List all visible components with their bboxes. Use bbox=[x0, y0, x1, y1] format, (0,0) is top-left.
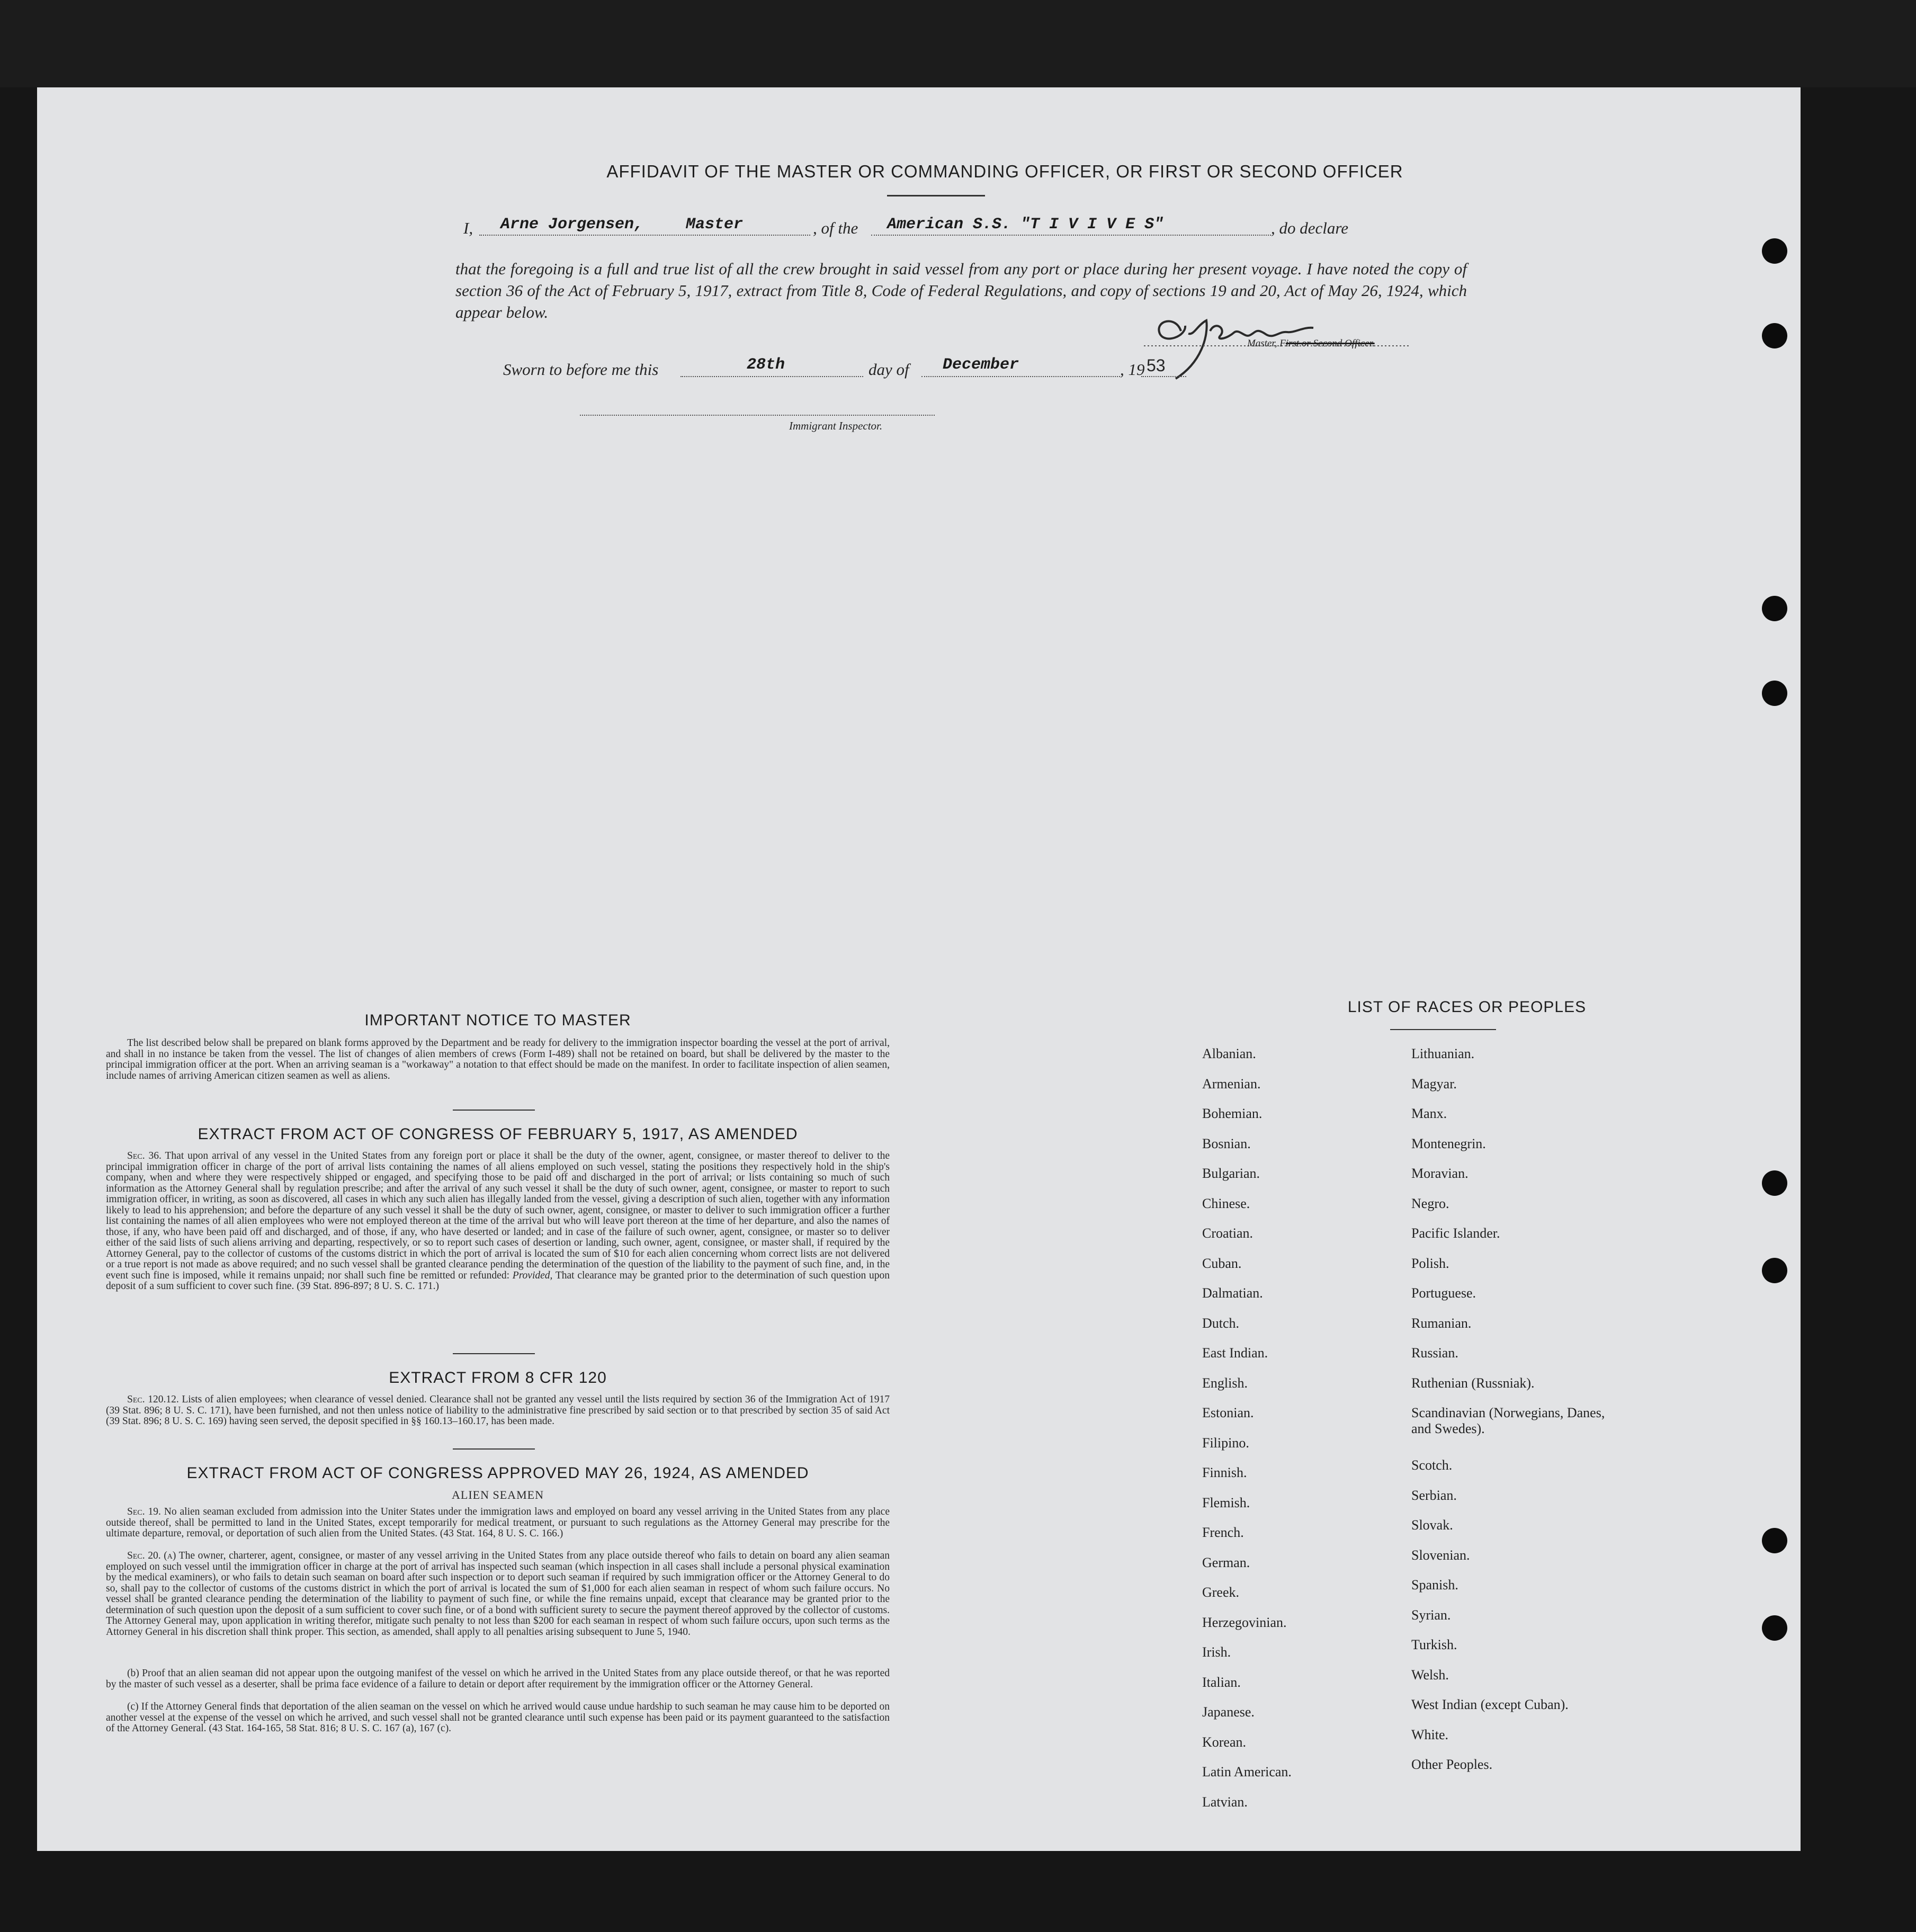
sec-36-end: That clearance may be granted prior to the determination of such question upon deposit of a sum sufficient to cover such fine. (39 Stat. 896-897; 8 U. S. C. 171.) bbox=[106, 1269, 890, 1292]
race-item: Turkish. bbox=[1411, 1637, 1457, 1652]
year-field bbox=[1141, 376, 1186, 377]
title-rule bbox=[887, 195, 985, 196]
race-item: Bohemian. bbox=[1202, 1106, 1263, 1121]
inspector-signature-line bbox=[580, 415, 935, 416]
affidavit-line-1 bbox=[463, 214, 1470, 238]
master-caption-label: Master, F bbox=[1247, 338, 1286, 349]
binder-hole bbox=[1762, 238, 1787, 264]
race-item: English. bbox=[1202, 1375, 1248, 1391]
race-item: Bosnian. bbox=[1202, 1135, 1251, 1151]
races-column-2 bbox=[1411, 1046, 1634, 1787]
notice-title: IMPORTANT NOTICE TO MASTER bbox=[364, 1012, 631, 1029]
sworn-prefix: Sworn to before me this bbox=[503, 360, 659, 379]
race-item: Polish. bbox=[1411, 1255, 1449, 1271]
race-item: Bulgarian. bbox=[1202, 1166, 1260, 1181]
race-item: East Indian. bbox=[1202, 1345, 1268, 1361]
races-title: LIST OF RACES OR PEOPLES bbox=[1347, 998, 1587, 1016]
race-item: Flemish. bbox=[1202, 1495, 1250, 1510]
race-item: Armenian. bbox=[1202, 1076, 1261, 1092]
sec-19-label: Sec. 19. bbox=[127, 1506, 161, 1517]
binder-hole bbox=[1762, 1258, 1787, 1283]
races-title-rule bbox=[1390, 1029, 1496, 1030]
sworn-day-field bbox=[681, 376, 863, 377]
race-item: Slovenian. bbox=[1411, 1547, 1470, 1563]
binder-hole bbox=[1762, 681, 1787, 706]
race-item: Filipino. bbox=[1202, 1435, 1249, 1451]
races-column-1 bbox=[1202, 1046, 1387, 1824]
race-item: Chinese. bbox=[1202, 1195, 1250, 1211]
extract-cfr-text bbox=[106, 1394, 890, 1427]
race-item: Scandinavian (Norwegians, Danes, and Swedes). bbox=[1411, 1405, 1605, 1436]
race-item: Finnish. bbox=[1202, 1465, 1247, 1480]
race-item: Albanian. bbox=[1202, 1046, 1256, 1061]
race-item: French. bbox=[1202, 1525, 1244, 1540]
line1-mid: , of the bbox=[813, 219, 858, 237]
form-page bbox=[37, 87, 1801, 1851]
vessel-field bbox=[871, 235, 1271, 236]
extract-1917-title: EXTRACT FROM ACT OF CONGRESS OF FEBRUARY 5, 1917, AS AMENDED bbox=[198, 1125, 798, 1143]
race-item: Korean. bbox=[1202, 1734, 1247, 1750]
race-item: Syrian. bbox=[1411, 1607, 1451, 1623]
race-item: German. bbox=[1202, 1554, 1250, 1570]
sworn-month-field bbox=[921, 376, 1120, 377]
section-rule bbox=[453, 1110, 535, 1111]
race-item: Other Peoples. bbox=[1411, 1757, 1493, 1772]
race-item: Moravian. bbox=[1411, 1166, 1469, 1181]
binder-hole bbox=[1762, 323, 1787, 348]
binder-hole bbox=[1762, 1170, 1787, 1196]
sec-36-body: That upon arrival of any vessel in the United States from any foreign port or place it shall be the duty of the owner, agent, consignee, or master thereof to deliver to the principal immigration officer in charge of the port of arrival lists containing the names of all aliens employed on such vessel, stating the positions they respectively hold in the ship's company, when and where they were respectively shipped or engaged, and specifying those to be paid off and discharged in the port of arrival; or lists containing so much of such information as the Attorney General shall by regulation prescribe; and after the arrival of any such vessel it shall be the duty of such owner, agent, consignee, or master to report to such immigration officer, in writing, as soon as discovered, all cases in which any such alien has illegally landed from the vessel, giving a description of such alien, together with any information likely to lead to his apprehension; and before the departure of any such vessel it shall be the duty of such owner, agent, consignee, or master to deliver to such immigration officer a further list containing the names of all alien employees who were not employed thereon at the time of the arrival but who will leave port thereon at the time of her departure, and also the names of those, if any, who have been paid off and discharged, and of those, if any, who have deserted or landed; and in case of the failure of such owner, agent, consignee, or master so to deliver either of the said lists of such aliens arriving and departing, respectively, or so to report such cases of desertion or landing, such owner, agent, consignee, or master shall, if required by the Attorney General, pay to the collector of customs of the customs district in which the port of arrival is located the sum of $10 for each alien concerning whom correct lists are not delivered or a true report is not made as above required; and no such vessel shall be granted clearance pending the determination of the question of the liability to the payment of such fine, and, in the event such fine is imposed, while it remains unpaid; nor shall such fine be remitted or refunded: bbox=[106, 1150, 890, 1281]
race-item: Croatian. bbox=[1202, 1226, 1254, 1241]
binder-hole bbox=[1762, 1615, 1787, 1641]
sec-20c-text: (c) If the Attorney General finds that deportation of the alien seaman on the vessel on which he arrived would cause undue hardship to such seaman he may cause him to be deported on another vessel at the expense of the vessel on which he arrived, and such vessel shall not be granted clearance until such expense has been paid or its payment guaranteed to the satisfaction of the Attorney General. (43 Stat. 164-165, 58 Stat. 816; 8 U. S. C. 167 (a), 167 (c). bbox=[106, 1701, 890, 1734]
sec-20-label: Sec. 20. (a) bbox=[127, 1550, 176, 1561]
race-item: Magyar. bbox=[1411, 1076, 1457, 1092]
master-caption bbox=[1247, 338, 1375, 350]
sec-20a-text bbox=[106, 1551, 890, 1638]
scan-frame bbox=[0, 0, 1916, 87]
day-of-label: day of bbox=[869, 360, 909, 379]
race-item: White. bbox=[1411, 1727, 1449, 1742]
affidavit-body: that the foregoing is a full and true list of all the crew brought in said vessel from any port or place during her present voyage. I have noted the copy of section 36 of the Act of February 5, 1917, extract from Title 8, Code of Federal Regulations, and copy of sections 19 and 20, Act of May 26, 1924, which appear below. bbox=[455, 260, 1467, 321]
sworn-day: 28th bbox=[747, 356, 785, 374]
sec-120-body: Lists of alien employees; when clearance of vessel denied. Clearance shall not be granted any vessel until the lists required by section 36 of the Immigration Act of 1917 (39 Stat. 896; 8 U. S. C. 171), have been furnished, and not then unless notice of liability to the administrative fine prescribed by said section or to that prescribed by section 35 of said Act (39 Stat. 896; 8 U. S. C. 169) having seen served, the deposit specified in §§ 160.13–160.17, has been made. bbox=[106, 1394, 890, 1427]
race-item: Ruthenian (Russniak). bbox=[1411, 1375, 1535, 1391]
race-item: Estonian. bbox=[1202, 1405, 1254, 1420]
extract-cfr-title: EXTRACT FROM 8 CFR 120 bbox=[389, 1369, 607, 1387]
extract-1924-title: EXTRACT FROM ACT OF CONGRESS APPROVED MAY 26, 1924, AS AMENDED bbox=[186, 1464, 809, 1482]
race-item: Spanish. bbox=[1411, 1577, 1458, 1593]
race-item: Scotch. bbox=[1411, 1457, 1453, 1473]
sec-120-label: Sec. 120.12. bbox=[127, 1394, 179, 1405]
section-rule bbox=[453, 1353, 535, 1354]
sworn-month: December bbox=[943, 356, 1019, 374]
race-item: Latvian. bbox=[1202, 1794, 1248, 1810]
race-item: Lithuanian. bbox=[1411, 1046, 1475, 1061]
race-item: Slovak. bbox=[1411, 1517, 1453, 1533]
sec-36-label: Sec. 36. bbox=[127, 1150, 162, 1161]
race-item: Negro. bbox=[1411, 1195, 1449, 1211]
master-caption-struck: irst or Second Officer. bbox=[1285, 338, 1375, 349]
race-item: Latin American. bbox=[1202, 1764, 1292, 1779]
binder-hole bbox=[1762, 596, 1787, 621]
alien-seamen-subtitle: ALIEN SEAMEN bbox=[452, 1488, 544, 1501]
notice-text: The list described below shall be prepared on blank forms approved by the Department and be ready for delivery to the immigration inspector boarding the vessel at the port of arrival, and shall in no instance be taken from the vessel. The list of changes of alien members of crews (Form I-489) shall not be retained on board, but shall be delivered by the master to the principal immigration officer at the port. When an arriving seaman is a "workaway" a notation to that effect should be made on the manifest. In order to facilitate inspection of alien seamen, include names of arriving American citizen seamen as well as aliens. bbox=[106, 1037, 890, 1081]
race-item: Dutch. bbox=[1202, 1315, 1240, 1331]
race-item: Rumanian. bbox=[1411, 1315, 1472, 1331]
race-item: West Indian (except Cuban). bbox=[1411, 1697, 1569, 1712]
race-item: Dalmatian. bbox=[1202, 1285, 1263, 1301]
race-item: Manx. bbox=[1411, 1106, 1447, 1121]
race-item: Irish. bbox=[1202, 1644, 1231, 1660]
line1-prefix: I, bbox=[463, 219, 473, 237]
year-suffix: 53 bbox=[1147, 356, 1166, 375]
section-rule bbox=[453, 1448, 535, 1450]
race-item: Montenegrin. bbox=[1411, 1135, 1486, 1151]
sec-19-text bbox=[106, 1507, 890, 1540]
declarant-rank: Master bbox=[686, 216, 744, 234]
sworn-line bbox=[503, 355, 1297, 381]
race-item: Greek. bbox=[1202, 1585, 1240, 1600]
race-item: Pacific Islander. bbox=[1411, 1226, 1500, 1241]
extract-1917-text bbox=[106, 1151, 890, 1292]
race-item: Russian. bbox=[1411, 1345, 1458, 1361]
line1-suffix: , do declare bbox=[1271, 219, 1349, 237]
race-item: Herzegovinian. bbox=[1202, 1614, 1287, 1630]
year-prefix: , 19 bbox=[1120, 360, 1145, 379]
sec-19-body: No alien seaman excluded from admission into the Uniter States under the immigration laws and employed on board any vessel arriving in the United States from any place outside thereof, shall be permitted to land in the United States, except temporarily for medical treatment, or pursuant to such regulations as the Attorney General may prescribe for the ultimate departure, removal, or deportation of such alien from the United States. (43 Stat. 164, 8 U. S. C. 166.) bbox=[106, 1506, 890, 1539]
sec-20b-text: (b) Proof that an alien seaman did not appear upon the outgoing manifest of the vessel on which he arrived in the United States from any place outside thereof, or that he was reported by the master of such vessel as a deserter, shall be prima face evidence of a failure to detain or deport after requirement by the immigration officer or the Attorney General. bbox=[106, 1668, 890, 1690]
race-item: Italian. bbox=[1202, 1674, 1241, 1690]
race-item: Japanese. bbox=[1202, 1704, 1255, 1720]
race-item: Welsh. bbox=[1411, 1667, 1449, 1683]
race-item: Serbian. bbox=[1411, 1487, 1457, 1503]
inspector-caption: Immigrant Inspector. bbox=[789, 419, 883, 432]
provided-label: Provided, bbox=[512, 1269, 553, 1281]
affidavit-title: AFFIDAVIT OF THE MASTER OR COMMANDING OFFICER, OR FIRST OR SECOND OFFICER bbox=[606, 162, 1403, 181]
race-item: Portuguese. bbox=[1411, 1285, 1476, 1301]
declarant-name: Arne Jorgensen, bbox=[500, 216, 644, 234]
declarant-field bbox=[479, 235, 810, 236]
sec-20a-body: The owner, charterer, agent, consignee, or master of any vessel arriving in the United States from any place outside thereof who fails to detain on board any alien seaman employed on such vessel until the immigration officer in charge at the port of arrival has inspected such seaman (which inspection in all cases shall include a personal physical examination by the medical examiners), or who fails to detain such seaman on board after such inspection or to deport such seaman if required by such immigration officer or the Attorney General to do so, shall pay to the collector of customs of the customs district in which the port of arrival is located the sum of $1,000 for each alien seaman in respect of whom such failure occurs. No vessel shall be granted clearance pending the determination of the liability to payment of such fine, or while the fine remains unpaid, except that clearance may be granted prior to the determination of such question upon the deposit of a sum sufficient to cover such fine, or of a bond with sufficient surety to secure the payment thereof approved by the collector of customs. The Attorney General may, upon application in writing therefor, mitigate such penalty to not less than $200 for each seaman in respect of whom such failure occurs, upon such terms as the Attorney General in his discretion shall think proper. This section, as amended, shall apply to all penalties arising subsequent to June 5, 1940. bbox=[106, 1550, 890, 1638]
vessel-name: American S.S. "T I V I V E S" bbox=[887, 216, 1164, 234]
binder-hole bbox=[1762, 1528, 1787, 1553]
race-item: Cuban. bbox=[1202, 1255, 1242, 1271]
